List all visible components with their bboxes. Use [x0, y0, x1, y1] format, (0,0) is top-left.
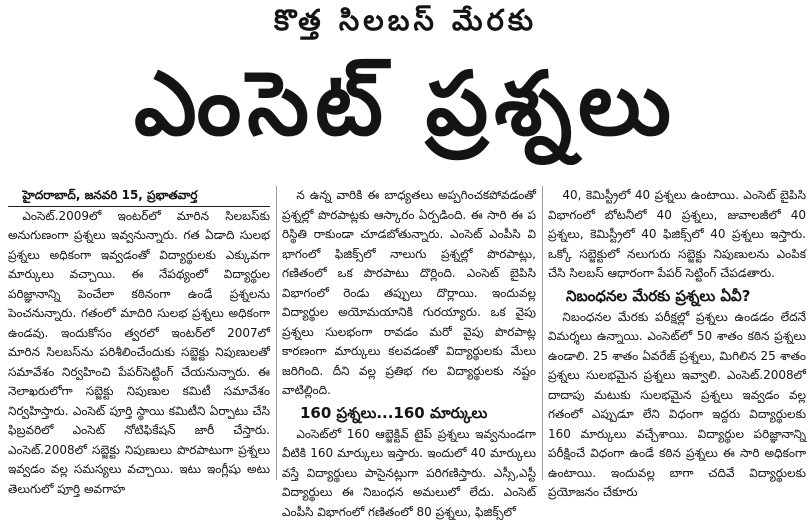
column-2-text-continued: ఎంసెట్‌లో 160 ఆబ్జెక్టివ్ టైప్ ప్రశ్నలు ఇవ్వనుండగా వీటికి 160 మార్కులు ఇస్తారు. ఇందులో 40 మార్కులు వస్తే విద్యార్థులు పాసైనట్లుగా పరిగణిస్తారు. ఎస్సీ,ఎస్టీ విద్యార్థులు ఈ నిబంధన అమలులో లేదు. ఎంసెట్ ఎంపీసి విభాగంలో గణితంలో 80 ప్రశ్నలు, ఫిజిక్స్‌లో — [282, 425, 536, 522]
article-column-3 — [548, 186, 806, 482]
column-3-text: 40, కెమిస్ట్రీలో 40 ప్రశ్నలు ఉంటాయి. ఎంసెట్ బైపిసి విభాగంలో బోటనీలో 40 ప్రశ్నలు, జువాలజీలో 40 ప్రశ్నలు, కెమిస్ట్రీలో 40 ఫిజిక్స్‌లో 40 ప్రశ్నలు ఇస్తారు. ఒక్కో సబ్జెక్టులో నలుగురు సబ్జెక్టు నిపుణులను ఎంపిక చేసి సిలబస్ ఆధారంగా పేపర్ సెట్టింగ్ చేపడతారు. — [548, 186, 806, 284]
column-1-text: ఎంసెట్.2009లో ఇంటర్‌లో మారిన సిలబస్‌కు అనుగుణంగా ప్రశ్నలు ఇవ్వనున్నారు. గత ఏడాది సులభ ప్రశ్నలు అధికంగా ఇవ్వడంతో విద్యార్థులకు ఎక్కువగా మార్కులు వచ్చాయి. ఈ నేపథ్యంలో విద్యార్థుల పరిజ్ఞానాన్ని పెంచేలా కఠినంగా ఉండే ప్రశ్నలను పెంచనున్నారు. గతంలో మాదిరి సులభ ప్రశ్నలు అధికంగా ఉండవు. ఇందుకోసం త్వరలో ఇంటర్‌లో 2007లో మారిన సిలబస్‌ను పరిశీలించేందుకు సబ్జెక్టు నిపుణులతో సమావేశం నిర్వహించి పేపర్‌సెట్టింగ్ చేయనున్నారు. ఈ నెలాఖరులోగా సబ్జెక్టు నిపుణుల కమిటీ సమావేశం నిర్వహిస్తారు. ఎంసెట్ పూర్తి స్థాయి కమిటీని ఏర్పాటు చేసి ఫిబ్రవరిలో ఎంసెట్ నోటిఫికేషన్ జారీ చేస్తారు. ఎంసెట్.2008లో సబ్జెక్టు నిపుణులు పొరపాటుగా ప్రశ్నలు ఇవ్వడం వల్ల సమస్యలు వచ్చాయి. ఇటు ఇంగ్లీషు అటు తెలుగులో పూర్తి అవగాహ — [8, 207, 270, 500]
article-column-2 — [282, 186, 536, 482]
column-2-text: న ఉన్న వారికి ఈ బాధ్యతలు అప్పగించకపోవడంతో ప్రశ్నల్లో పొరపాట్లకు ఆస్కారం ఏర్పడింది. ఈ సారి ఈ ప రిస్థితి రాకుండా చూడబోతున్నారు. ఎంసెట్ ఎంపీసి వి భాగంలో ఫిజిక్స్‌లో నాలుగు ప్రశ్నల్లో పొరపాట్లు, గణితంలో ఒక పొరపాటు దొర్లింది. ఎంసెట్ బైపిసి విభాగంలో రెండు తప్పులు దొర్లాయి. ఇందువల్ల విద్యార్థుల అయోమయానికి గురయ్యారు. ఒక వైపు ప్రశ్నలు సులభంగా రావడం మరో వైపు పొరపాట్ల కారణంగా మార్కులు కలవడంతో విద్యార్థులకు మేలు జరిగింది. దీని వల్ల ప్రతిభ గల విద్యార్థులకు నష్టం వాటిల్లింది. — [282, 186, 536, 401]
column-3-text-continued: నిబంధనల మేరకు పరీక్షల్లో ప్రశ్నలు ఉండడం లేదనే విమర్శలు ఉన్నాయి. ఎంసెట్‌లో 50 శాతం కఠిన ప్రశ్నలు ఉండాలి. 25 శాతం ఏవరేజ్ ప్రశ్నలు, మిగిలిన 25 శాతం ప్రశ్నలు సులభమైన ప్రశ్నలు ఇవ్వాలి. ఎంసెట్.2008లో దాదాపు మటుకు సులభమైన ప్రశ్నలు ఇవ్వడం వల్ల గతంలో ఎప్పుడూ లేని విధంగా ఇద్దరు విద్యార్థులకు 160 మార్కులు వచ్చేశాయి. విద్యార్థుల పరిజ్ఞానాన్ని పరీక్షించే విధంగా ఉండే కఠిన ప్రశ్నలు ఈ సారి అధికంగా ఉంటాయి. ఇందువల్ల బాగా చదివే విద్యార్థులకు ప్రయోజనం చేకూరు — [548, 308, 806, 503]
column-divider — [542, 186, 543, 480]
subheading-rules: నిబంధనల మేరకు ప్రశ్నలు ఏవీ? — [548, 284, 806, 308]
article-column-1 — [8, 186, 270, 482]
column-divider — [276, 186, 277, 480]
main-headline: ఎంసెట్ ప్రశ్నలు — [0, 44, 811, 164]
subheading-160-marks: 160 ప్రశ్నలు...160 మార్కులు — [282, 401, 536, 425]
kicker-heading: కొత్త సిలబస్ మేరకు — [0, 2, 811, 38]
dateline: హైదరాబాద్, జనవరి 15, ప్రభాతవార్త — [8, 186, 270, 207]
